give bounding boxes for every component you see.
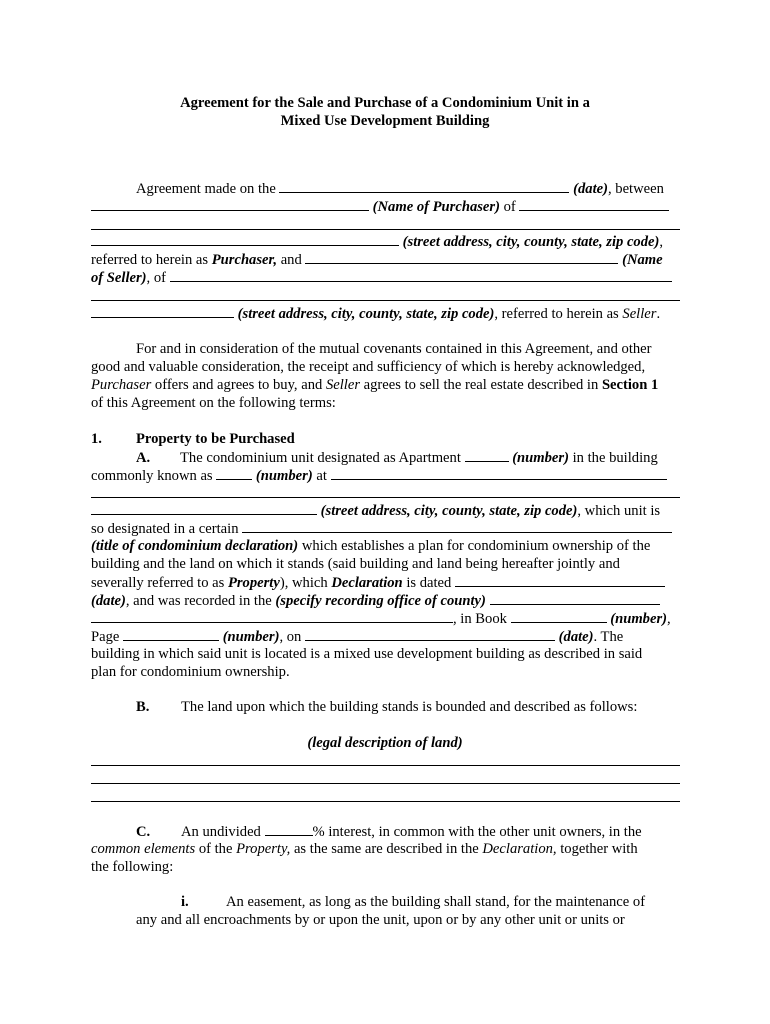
purchaser-italic: Purchaser: [91, 377, 152, 393]
section1a-line4: [91, 519, 681, 538]
comma-text: ,: [659, 234, 664, 250]
purchaser-address-blank-1[interactable]: [519, 197, 669, 211]
seller-address-rule[interactable]: [91, 300, 680, 301]
building-street-address-label: (street address, city, county, state, zip code): [320, 503, 578, 519]
section1a-line1: [136, 448, 681, 467]
section1a-line7: [91, 573, 681, 592]
purchaser-term: Purchaser,: [211, 252, 278, 268]
recording-date-label: (date): [558, 629, 594, 645]
date-label: (date): [573, 181, 608, 197]
book-number-blank[interactable]: [511, 609, 607, 623]
consideration-line3: [91, 376, 681, 394]
section1a-line3: [91, 501, 681, 520]
apartment-number-label: (number): [512, 450, 569, 466]
section1a-line5: [91, 537, 681, 555]
section1a-line9: [91, 609, 681, 628]
interest-percent-blank[interactable]: [265, 822, 313, 836]
legal-description-rule-3[interactable]: [91, 801, 680, 802]
declaration-title-label: (title of condominium declaration): [91, 538, 299, 554]
seller-address-blank-2[interactable]: [91, 304, 234, 318]
recording-office-blank-2[interactable]: [91, 609, 453, 623]
in-book-text: , in Book: [453, 611, 507, 627]
building-number-label: (number): [255, 468, 313, 484]
document-title-line2: Mixed Use Development Building: [280, 113, 490, 129]
building-address-blank-2[interactable]: [91, 501, 317, 515]
purchaser-address-blank-2[interactable]: [91, 232, 399, 246]
of-text: of: [503, 199, 516, 215]
common-elements-term: common elements: [91, 841, 196, 857]
commonly-known-text: commonly known as: [91, 468, 213, 484]
book-number-label: (number): [610, 611, 667, 627]
legal-description-rule-1[interactable]: [91, 765, 680, 766]
is-dated-text: is dated: [406, 575, 452, 591]
referred-purchaser-text: referred to herein as: [91, 252, 209, 268]
together-text: together with: [560, 841, 638, 857]
page-number-label: (number): [222, 629, 280, 645]
section1-heading: Property to be Purchased: [136, 431, 295, 447]
as-same-text: as the same are described in the: [293, 841, 479, 857]
referred-seller-text: , referred to herein as: [494, 306, 619, 322]
seller-term: Seller: [622, 306, 657, 322]
declaration-date-blank[interactable]: [455, 573, 665, 587]
section1c-line3: the following:: [91, 859, 174, 875]
section1a-line8: [91, 591, 681, 610]
which-unit-text: , which unit is: [577, 503, 661, 519]
at-text: at: [316, 468, 327, 484]
building-address-rule[interactable]: [91, 497, 680, 498]
section1a-line11: building in which said unit is located is a mixed use development building as described in said: [91, 646, 643, 662]
comma-of-text: , of: [146, 270, 166, 286]
building-address-blank-1[interactable]: [331, 466, 667, 480]
consideration-line1: For and in consideration of the mutual covenants contained in this Agreement, and other: [136, 341, 652, 357]
purchaser-name-label: (Name of Purchaser): [372, 199, 500, 215]
declaration-date-label: (date): [91, 593, 126, 609]
declaration-term: Declaration: [331, 575, 403, 591]
section1b-text: The land upon which the building stands is bounded and described as follows:: [181, 699, 638, 715]
the-text: . The: [593, 629, 624, 645]
agreement-date-blank[interactable]: [279, 179, 569, 193]
severally-text: severally referred to as: [91, 575, 225, 591]
section1c-label: C.: [136, 824, 151, 840]
section1a-text: The condominium unit designated as Apartment: [180, 450, 461, 466]
and-text: and: [280, 252, 302, 268]
purchaser-address-rule[interactable]: [91, 229, 680, 230]
property-term: Property: [227, 575, 280, 591]
recording-date-blank[interactable]: [305, 627, 555, 641]
seller-street-address-label: (street address, city, county, state, zip code): [237, 306, 495, 322]
between-text: , between: [607, 181, 664, 197]
declaration-title-blank[interactable]: [242, 519, 672, 533]
undivided-text: An undivided: [181, 824, 261, 840]
consideration-line2: good and valuable consideration, the receipt and sufficiency of which is hereby acknowledged,: [91, 359, 646, 375]
section1c-line1: [136, 822, 681, 841]
legal-description-label: (legal description of land): [307, 735, 463, 751]
section1-number: 1.: [91, 431, 102, 447]
establishes-text: which establishes a plan for condominium ownership of the: [301, 538, 651, 554]
legal-description-rule-2[interactable]: [91, 783, 680, 784]
interest-text: % interest, in common with the other unit owners, in the: [312, 824, 642, 840]
period-text: .: [656, 306, 661, 322]
section1a-line6: building and the land on which it stands (said building and land being hereafter jointly and: [91, 556, 620, 572]
comma-book: ,: [667, 611, 671, 627]
seller-name-label-1: (Name: [622, 252, 663, 268]
on-text: , on: [279, 629, 302, 645]
declaration-italic-term: Declaration,: [482, 841, 557, 857]
purchaser-street-address-label: (street address, city, county, state, zip code): [402, 234, 660, 250]
intro-line5: [91, 268, 681, 287]
section1-reference: Section 1: [601, 377, 659, 393]
seller-name-label-2: of Seller): [91, 270, 147, 286]
made-on-text: Agreement made on the: [136, 181, 276, 197]
in-building-text: in the building: [572, 450, 658, 466]
recording-office-label: (specify recording office of county): [275, 593, 486, 609]
consideration-line4: of this Agreement on the following terms:: [91, 395, 336, 411]
section1ci-label: i.: [181, 894, 189, 910]
section1a-line12: plan for condominium ownership.: [91, 664, 290, 680]
section1b-label: B.: [136, 699, 150, 715]
document-title-line1: Agreement for the Sale and Purchase of a Condominium Unit in a: [180, 95, 590, 111]
intro-line4: [91, 250, 681, 269]
seller-address-blank-1[interactable]: [170, 268, 672, 282]
purchaser-name-blank[interactable]: [91, 197, 369, 211]
page-number-blank[interactable]: [123, 627, 219, 641]
intro-line1: [136, 179, 681, 198]
property-italic-term: Property,: [236, 841, 291, 857]
intro-line2: [91, 197, 681, 216]
so-designated-text: so designated in a certain: [91, 521, 239, 537]
section1ci-text2: any and all encroachments by or upon the unit, upon or by any other unit or units or: [136, 912, 625, 928]
section1a-line2: [91, 466, 681, 485]
section1c-line2: [91, 840, 681, 858]
section1a-line10: [91, 627, 681, 646]
building-number-blank[interactable]: [216, 466, 252, 480]
seller-name-blank[interactable]: [305, 250, 618, 264]
intro-line3: [91, 232, 681, 251]
of-the-text: of the: [198, 841, 233, 857]
section1a-label: A.: [136, 450, 151, 466]
page-text: Page: [91, 629, 120, 645]
which-text: ), which: [279, 575, 328, 591]
agrees-text: agrees to sell the real estate described in: [363, 377, 599, 393]
intro-line6: [91, 304, 681, 323]
recording-office-blank-1[interactable]: [490, 591, 660, 605]
recorded-text: , and was recorded in the: [125, 593, 272, 609]
seller-italic: Seller: [325, 377, 360, 393]
section1ci-text: An easement, as long as the building shall stand, for the maintenance of: [226, 894, 646, 910]
apartment-number-blank[interactable]: [465, 448, 509, 462]
offers-text: offers and agrees to buy, and: [154, 377, 323, 393]
